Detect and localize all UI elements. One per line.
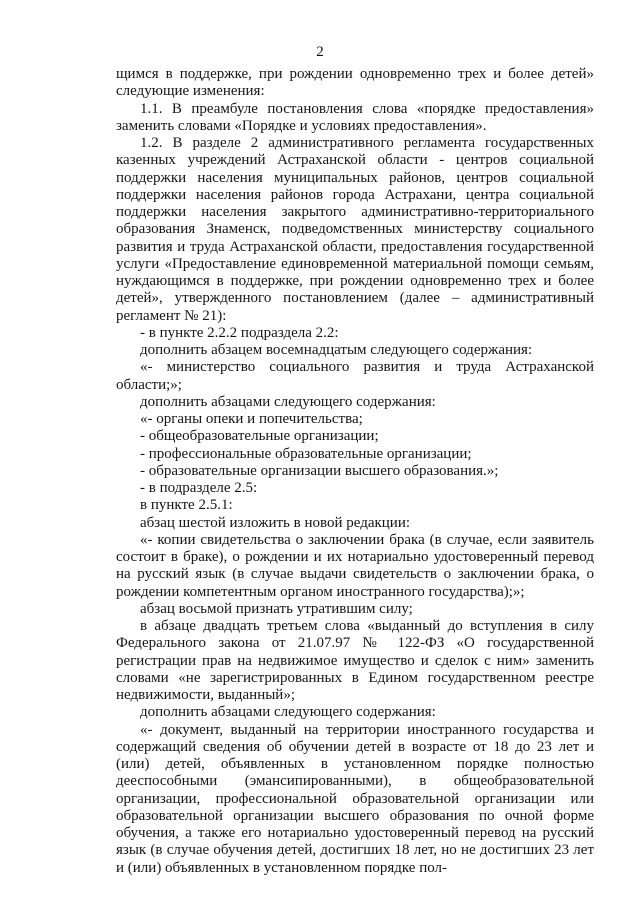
paragraph: «- копии свидетельства о заключении брака (в случае, если заявитель состоит в браке), о рождении и их нотариально удостоверенный перевод на русский язык (в случае выдачи свидетельств о заключении брака, о рождении компетентным органом иностранного государства);»; [116, 531, 594, 600]
paragraph: дополнить абзацами следующего содержания: [140, 393, 436, 410]
paragraph: «- органы опеки и попечительства; [140, 411, 363, 427]
document-body [116, 66, 594, 877]
paragraph: 1.1. В преамбуле постановления слова «порядке предоставления» заменить словами «Порядке и условиях предоставления». [116, 100, 594, 134]
paragraph: 1.2. В разделе 2 административного регламента государственных казенных учреждений Астраханской области - центров социальной поддержки населения муниципальных районов, центров социальной поддержки населения районов города Астрахани, центра социальной поддержки населения закрытого административно-территориального образования Знаменск, подведомственных министерству социального развития и труда Астраханской области, предоставления государственной услуги «Предоставление единовременной материальной помощи семьям, нуждающимся в поддержке, при рождении одновременно трех и более детей», утвержденного постановлением (далее – административный регламент № 21): [116, 135, 594, 324]
paragraph: в пункте 2.5.1: [140, 497, 233, 514]
paragraph: - профессиональные образовательные организации; [140, 445, 472, 462]
paragraph: в абзаце двадцать третьем слова «выданный до вступления в силу Федерального закона от 21.07.97 № 122-ФЗ «О государственной регистрации прав на недвижимое имущество и сделок с ним» заменить словами «не зарегистрированных в Едином государственном реестре недвижимости, выданный»; [116, 618, 594, 703]
paragraph: - общеобразовательные организации; [140, 428, 379, 445]
paragraph: - образовательные организации высшего образования.»; [140, 462, 499, 479]
paragraph: дополнить абзацем восемнадцатым следующего содержания: [140, 342, 533, 358]
paragraph: абзац шестой изложить в новой редакции: [140, 514, 411, 531]
page-number: 2 [316, 44, 324, 60]
paragraph: «- документ, выданный на территории иностранного государства и содержащий сведения об обучении детей в возрасте от 18 до 23 лет и (или) детей, объявленных в установленном порядке полностью дееспособными (эмансипированными), в общеобразовательной организации, профессиональной образовательной организации или образовательной организации высшего образования по очной форме обучения, а также его нотариально удостоверенный перевод на русский язык (в случае обучения детей, достигших 18 лет, но не достигших 23 лет и (или) объявленных в установленном порядке пол- [116, 721, 594, 876]
paragraph: абзац восьмой признать утратившим силу; [140, 600, 413, 617]
paragraph: «- министерство социального развития и труда Астраханской области;»; [116, 359, 594, 393]
paragraph: дополнить абзацами следующего содержания: [140, 704, 436, 721]
paragraph: - в подразделе 2.5: [140, 480, 258, 496]
paragraph: щимся в поддержке, при рождении одновременно трех и более детей» следующие изменения: [116, 66, 594, 100]
paragraph: - в пункте 2.2.2 подраздела 2.2: [140, 324, 339, 341]
